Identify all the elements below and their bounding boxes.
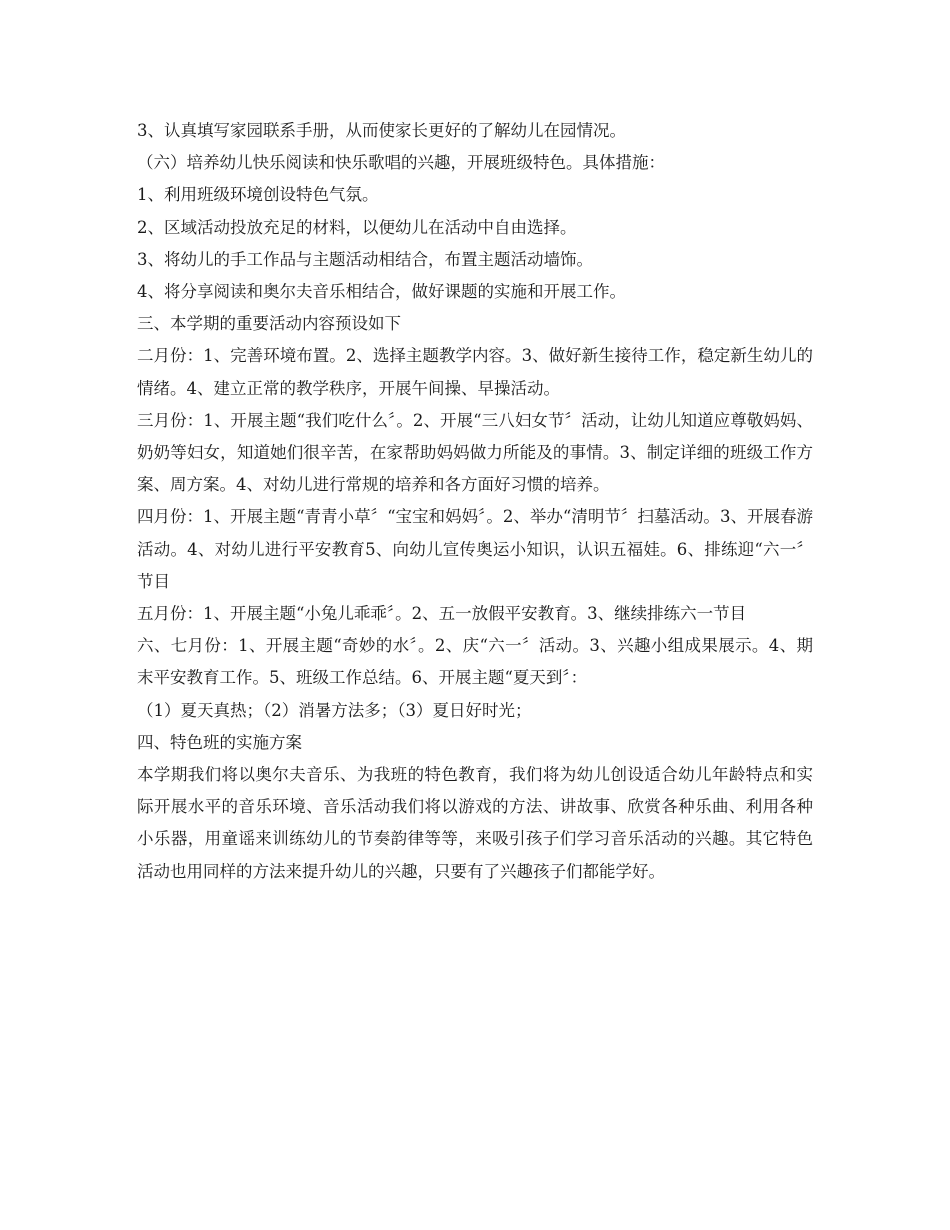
section-four-heading: 四、特色班的实施方案: [137, 732, 302, 752]
paragraph-section-six-heading: （六）培养幼儿快乐阅读和快乐歌唱的兴趣，开展班级特色。具体措施：: [137, 153, 665, 173]
paragraph-home-school-handbook: 3、认真填写家园联系手册，从而使家长更好的了解幼儿在园情况。: [137, 121, 626, 140]
paragraph-may: 五月份：1、开展主题“小兔儿乖乖〞。2、五一放假平安教育。3、继续排练六一节目: [137, 604, 747, 624]
paragraph-special-class-plan: 本学期我们将以奥尔夫音乐、为我班的特色教育，我们将为幼儿创设适合幼儿年龄特点和实际开展水平的音乐环境、音乐活动我们将以游戏的方法、讲故事、欣赏各种乐曲、利用各种小乐器，用童谣来训练幼儿的节奏韵律等等，来吸引孩子们学习音乐活动的兴趣。其它特色活动也用同样的方法来提升幼儿的兴趣，只要有了兴趣孩子们都能学好。: [137, 765, 813, 881]
paragraph-march: 三月份：1、开展主题“我们吃什么〞。2、开展“三八妇女节〞活动，让幼儿知道应尊敬妈妈、奶奶等妇女，知道她们很辛苦，在家帮助妈妈做力所能及的事情。3、制定详细的班级工作方案、周方案。4、对幼儿进行常规的培养和各方面好习惯的培养。: [137, 410, 813, 495]
paragraph-summer-topics: （1）夏天真热；（2）消暑方法多；（3）夏日好时光；: [137, 700, 532, 720]
paragraph-february: 二月份：1、完善环境布置。2、选择主题教学内容。3、做好新生接待工作，稳定新生幼儿的情绪。4、建立正常的教学秩序，开展午间操、早操活动。: [137, 346, 813, 398]
paragraph-measure-4: 4、将分享阅读和奥尔夫音乐相结合，做好课题的实施和开展工作。: [137, 282, 626, 302]
paragraph-june-july: 六、七月份：1、开展主题“奇妙的水〞。2、庆“六一〞活动。3、兴趣小组成果展示。4、期末平安教育工作。5、班级工作总结。6、开展主题“夏天到〞：: [137, 636, 813, 688]
paragraph-measure-1: 1、利用班级环境创设特色气氛。: [137, 185, 379, 205]
paragraph-april: 四月份：1、开展主题“青青小草〞“宝宝和妈妈〞。2、举办“清明节〞扫墓活动。3、开展春游活动。4、对幼儿进行平安教育5、向幼儿宣传奥运小知识，认识五福娃。6、排练迎“六一〞节目: [137, 507, 813, 591]
document-page: [137, 115, 813, 888]
paragraph-measure-2: 2、区域活动投放充足的材料，以便幼儿在活动中自由选择。: [137, 217, 577, 237]
paragraph-measure-3: 3、将幼儿的手工作品与主题活动相结合，布置主题活动墙饰。: [137, 249, 593, 269]
section-three-heading: 三、本学期的重要活动内容预设如下: [137, 314, 401, 334]
